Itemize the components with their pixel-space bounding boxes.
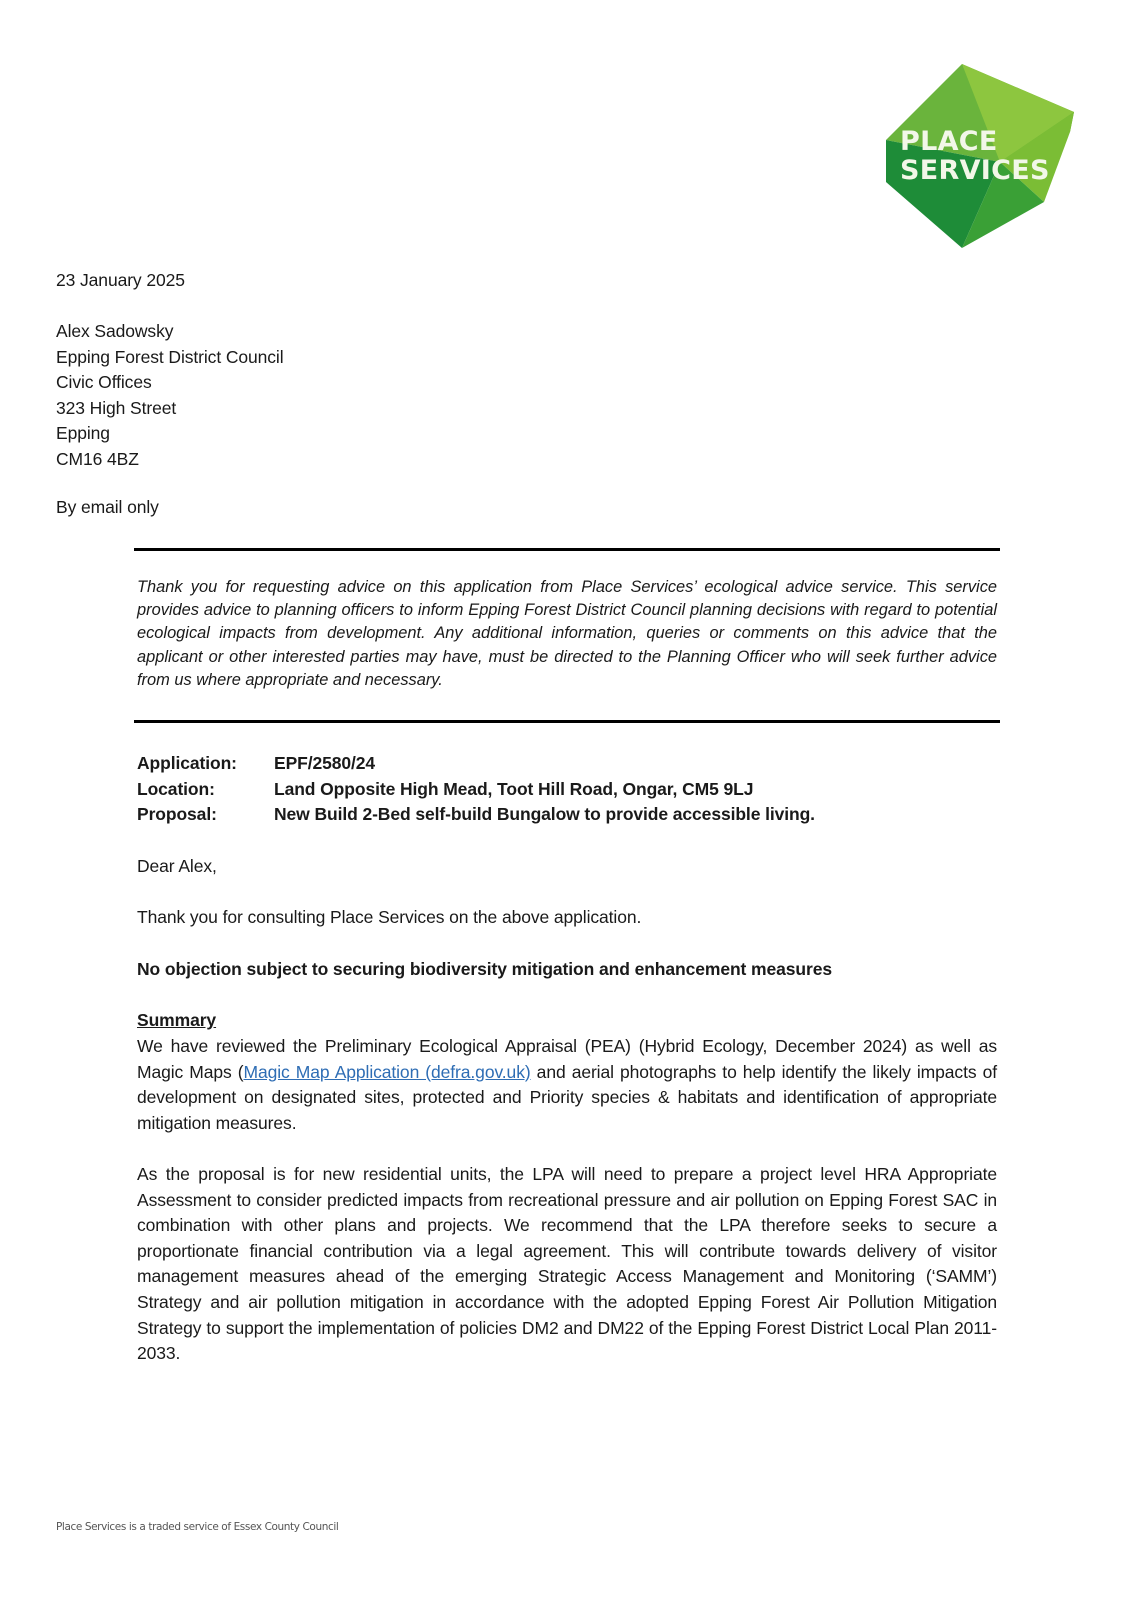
summary-text-after-link: and aerial photographs to help identify the likely impacts of development on designated sites, protected and Priority species & habitats and identification of appropriate mitigation measures. [137, 1061, 997, 1133]
summary-text-before-link: We have reviewed the Preliminary Ecological Appraisal (PEA) (Hybrid Ecology, December 2024) as well as Magic Maps ( [137, 1036, 997, 1082]
recipient-organisation: Epping Forest District Council [56, 346, 284, 367]
hra-paragraph: As the proposal is for new residential units, the LPA will need to prepare a project level HRA Appropriate Assessment to consider predicted impacts from recreational pressure and air pollution on Epping Forest SAC in combination with other plans and projects. We recommend that the LPA therefore seeks to secure a proportionate financial contribution via a legal agreement. This will contribute towards delivery of visitor management measures ahead of the emerging Strategic Access Management and Monitoring (‘SAMM’) Strategy and air pollution mitigation in accordance with the adopted Epping Forest Air Pollution Mitigation Strategy to support the implementation of policies DM2 and DM22 of the Epping Forest District Local Plan 2011-2033. [137, 1164, 997, 1364]
proposal-value: New Build 2-Bed self-build Bungalow to provide accessible living. [274, 804, 815, 825]
proposal-row [137, 802, 815, 828]
place-services-logo [884, 62, 1080, 250]
location-value: Land Opposite High Mead, Toot Hill Road, Ongar, CM5 9LJ [274, 778, 754, 799]
letter-date: 23 January 2025 [56, 270, 185, 290]
application-value: EPF/2580/24 [274, 753, 376, 773]
intro-text: Thank you for consulting Place Services on the above application. [137, 907, 642, 927]
proposal-label: Proposal: [137, 804, 217, 825]
recipient-name: Alex Sadowsky [56, 321, 174, 341]
application-details [137, 751, 815, 828]
disclaimer-text: Thank you for requesting advice on this application from Place Services’ ecological advice service. This service provides advice to planning officers to inform Epping Forest District Council planning decisions with regard to potential ecological impacts from development. Any additional information, queries or comments on this advice that the applicant or other interested parties may have, must be directed to the Planning Officer who will seek further advice from us where appropriate and necessary. [137, 578, 997, 689]
recommendation-headline: No objection subject to securing biodiversity mitigation and enhancement measures [137, 959, 832, 979]
salutation: Dear Alex, [137, 856, 217, 876]
application-label: Application: [137, 753, 237, 773]
recipient-postcode: CM16 4BZ [56, 448, 139, 469]
divider-top [134, 548, 1000, 551]
footer-text: Place Services is a traded service of Essex County Council [56, 1521, 339, 1533]
summary-heading: Summary [137, 1010, 217, 1030]
delivery-method: By email only [56, 497, 159, 517]
magic-map-link[interactable]: Magic Map Application (defra.gov.uk) [243, 1061, 531, 1082]
recipient-town: Epping [56, 423, 110, 444]
summary-paragraph [137, 1034, 997, 1136]
recipient-address [56, 319, 284, 473]
location-label: Location: [137, 778, 215, 799]
application-row [137, 751, 815, 777]
location-row [137, 777, 815, 803]
logo-text-services: SERVICES [900, 155, 1050, 186]
divider-bottom [134, 720, 1000, 723]
logo-text-place: PLACE [900, 126, 998, 157]
recipient-building: Civic Offices [56, 372, 152, 393]
recipient-street: 323 High Street [56, 397, 177, 418]
